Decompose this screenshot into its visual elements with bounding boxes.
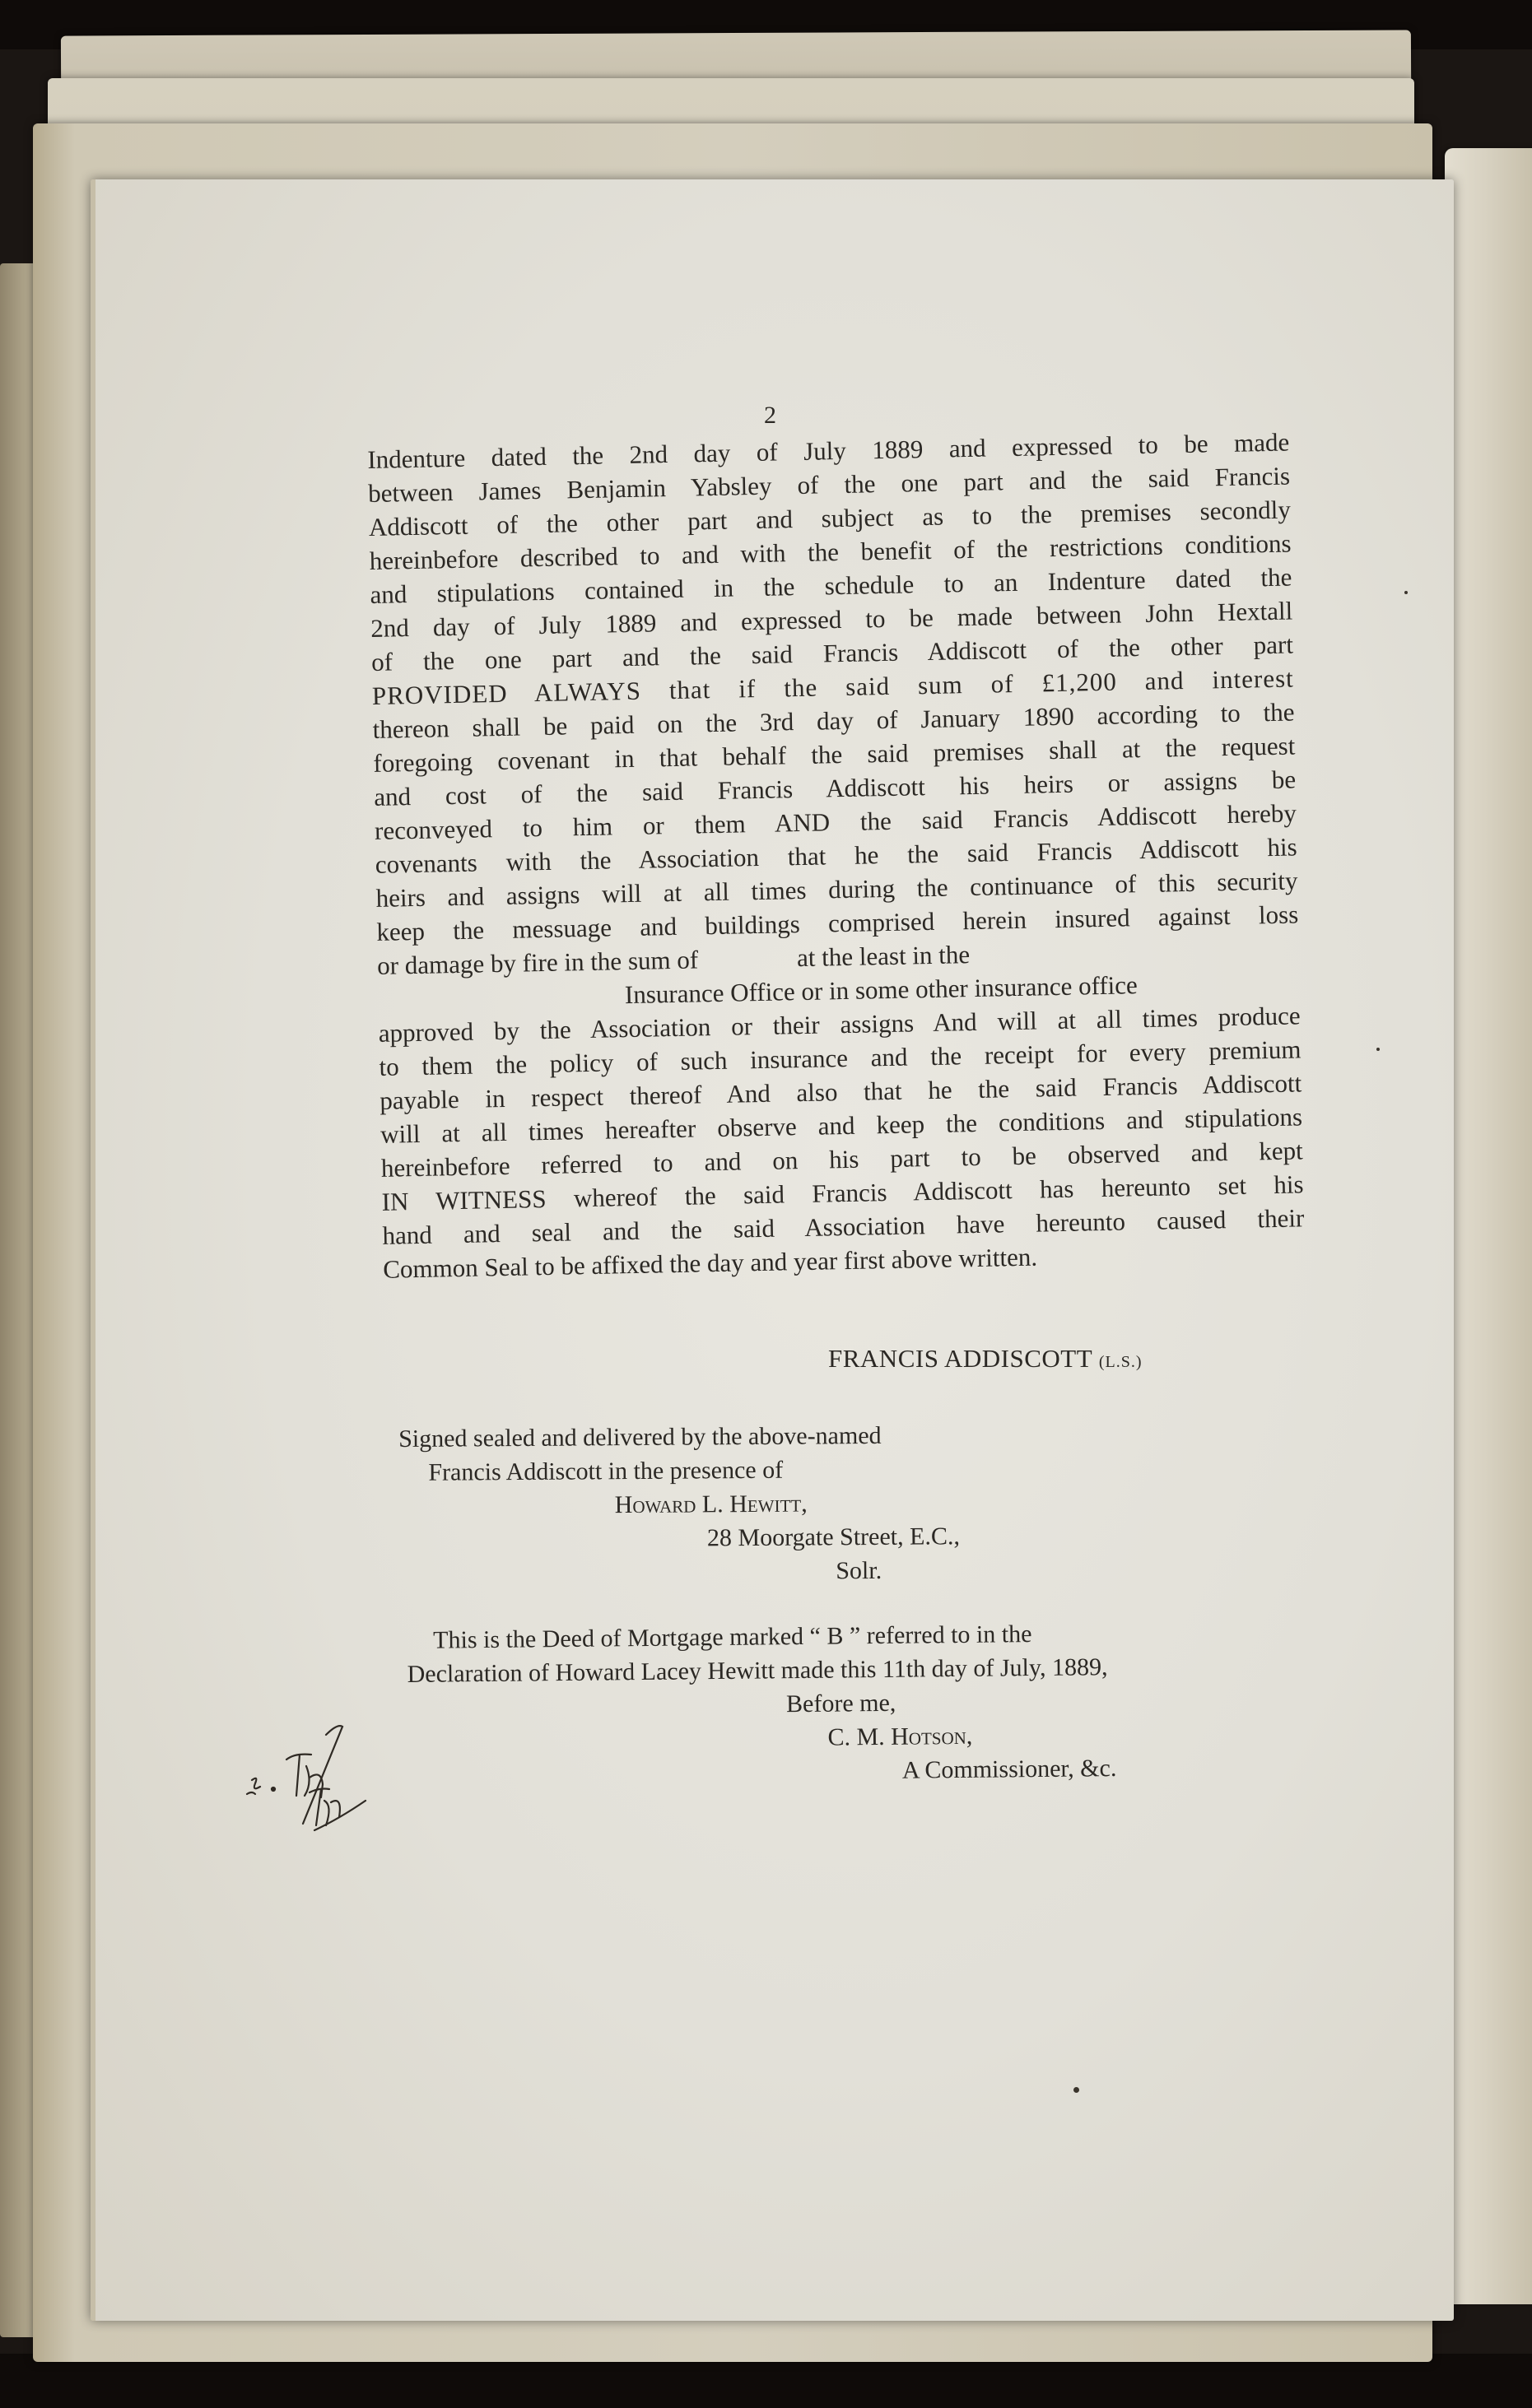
- attestation-line: Signed sealed and delivered by the above-named: [398, 1421, 882, 1453]
- signatory-name: FRANCIS ADDISCOTT: [828, 1344, 1092, 1373]
- fire-line-start: or damage by fire in the sum of: [376, 945, 699, 980]
- attestation-clause: [398, 1418, 960, 1591]
- body-line: keep the messuage and buildings comprised herein insured against loss: [376, 900, 1299, 946]
- body-line: PROVIDED ALWAYS that if the said sum of £1,200 and interest: [371, 663, 1295, 710]
- seal-mark: (L.S.): [1098, 1353, 1143, 1371]
- body-line: and cost of the said Francis Addiscott his heirs or assigns be: [373, 765, 1297, 811]
- witness-address: 28 Moorgate Street, E.C.,: [706, 1522, 961, 1552]
- signatory: [828, 1344, 1143, 1374]
- witness-role: Solr.: [836, 1556, 882, 1585]
- attestation-line: Francis Addiscott in the presence of: [428, 1456, 784, 1486]
- body-line: IN WITNESS whereof the said Francis Addiscott has hereunto set his: [381, 1169, 1304, 1216]
- declaration-line: Before me,: [785, 1689, 896, 1718]
- declaration-note: [407, 1616, 1117, 1792]
- ink-speck: [1073, 2087, 1079, 2093]
- handwritten-initials: [235, 1702, 375, 1850]
- blank-sum: [698, 966, 797, 968]
- body-line: thereon shall be paid on the 3rd day of January 1890 according to the: [372, 697, 1295, 744]
- body-line: 2nd day of July 1889 and expressed to be made between John Hextall: [370, 596, 1293, 643]
- body-line: reconveyed to him or them AND the said Francis Addiscott hereby: [374, 798, 1297, 845]
- body-line: hereinbefore described to and with the benefit of the restrictions conditions: [369, 528, 1292, 575]
- document-page: [91, 179, 1454, 2321]
- commissioner-title: A Commissioner, &c.: [901, 1754, 1117, 1784]
- body-line: foregoing covenant in that behalf the said premises shall at the request: [373, 731, 1296, 778]
- fire-line-end: at the least in the: [796, 940, 971, 973]
- body-line: covenants with the Association that he the said Francis Addiscott his: [375, 832, 1297, 879]
- body-line: and stipulations contained in the schedule to an Indenture dated the: [370, 562, 1292, 609]
- body-line: hereinbefore referred to and on his part to be observed and kept: [380, 1136, 1304, 1183]
- body-line: will at all times hereafter observe and keep the conditions and stipulations: [380, 1102, 1303, 1149]
- commissioner-name: C. M. Hotson,: [827, 1722, 973, 1751]
- right-page-edge: [1445, 148, 1532, 2304]
- body-line: to them the policy of such insurance and the receipt for every premium: [379, 1034, 1302, 1081]
- body-line: between James Benjamin Yabsley of the one part and the said Francis: [367, 461, 1291, 508]
- body-line: payable in respect thereof And also that he the said Francis Addiscott: [380, 1068, 1302, 1115]
- ink-speck: [1376, 1048, 1380, 1051]
- body-line: of the one part and the said Francis Addiscott of the other part: [370, 630, 1294, 676]
- body-line: heirs and assigns will at all times during the continuance of this security: [375, 866, 1298, 913]
- witness-name: Howard L. Hewitt,: [614, 1490, 808, 1519]
- body-line: hand and seal and the said Association have hereunto caused their: [382, 1203, 1305, 1250]
- page-number: 2: [764, 402, 776, 429]
- body-line: Indenture dated the 2nd day of July 1889 and expressed to be made: [367, 427, 1290, 474]
- ink-speck: [1404, 591, 1408, 594]
- body-line: Addiscott of the other part and subject as to the premises secondly: [368, 495, 1292, 542]
- insurance-office-line: Insurance Office or in some other insurance office: [624, 970, 1139, 1010]
- declaration-line: Declaration of Howard Lacey Hewitt made this 11th day of July, 1889,: [407, 1653, 1108, 1688]
- deed-body: [367, 425, 1305, 1285]
- body-line: Common Seal to be affixed the day and year first above written.: [382, 1242, 1038, 1284]
- body-line: approved by the Association or their assigns And will at all times produce: [378, 1001, 1301, 1048]
- declaration-line: This is the Deed of Mortgage marked “ B ” referred to in the: [433, 1620, 1032, 1654]
